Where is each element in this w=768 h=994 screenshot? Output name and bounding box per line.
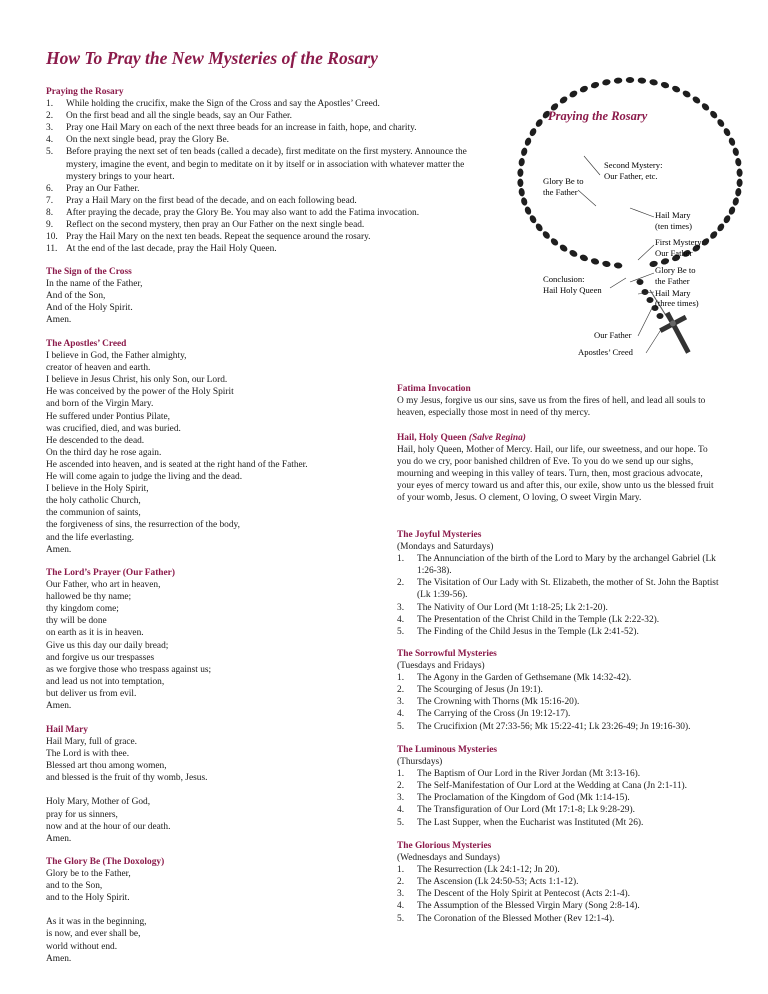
rosary-bead [568, 249, 578, 258]
label-conclusion-2: Hail Holy Queen [543, 285, 602, 295]
rosary-bead [716, 118, 726, 128]
text-line: and born of the Virgin Mary. [46, 399, 154, 410]
fatima-heading: Fatima Invocation [397, 384, 471, 394]
rosary-bead [735, 157, 742, 166]
text-line: He ascended into heaven, and is seated at the right hand of the Father. [46, 459, 308, 470]
list-item [397, 708, 737, 720]
rosary-bead [579, 85, 589, 94]
list-item-text: The Annunciation of the birth of the Lord to Mary by the archangel Gabriel (Lk 1:26-38). [417, 554, 716, 577]
list-item [46, 207, 478, 219]
sorrowful-list [397, 672, 737, 732]
rosary-bead [716, 222, 726, 232]
glorious-heading: The Glorious Mysteries [397, 841, 492, 851]
list-item-number: 4. [397, 901, 405, 912]
text-line: the holy catholic Church, [46, 496, 141, 507]
list-item-number: 2. [397, 781, 405, 792]
text-line: As it was in the beginning, [46, 917, 147, 928]
list-item [397, 696, 737, 708]
rosary-bead [637, 77, 646, 84]
label-hail-mary-ten: Hail Mary [655, 210, 691, 220]
joyful-days: (Mondays and Saturdays) [397, 542, 494, 553]
rosary-bead [732, 147, 740, 157]
rosary-bead [518, 157, 525, 166]
list-item [46, 219, 478, 231]
list-item-text: The Transfiguration of Our Lord (Mt 17:1-8; Lk 9:28-29). [417, 805, 635, 816]
list-item [46, 134, 478, 146]
list-item [397, 792, 737, 804]
list-item-text: Pray a Hail Mary on the first bead of the decade, and on each following bead. [66, 195, 357, 206]
rosary-bead [568, 89, 578, 98]
list-item-number: 1. [397, 865, 405, 876]
label-conclusion: Conclusion: [543, 274, 585, 284]
text-line: on earth as it is in heaven. [46, 628, 144, 639]
list-item-text: The Resurrection (Lk 24:1-12; Jn 20). [417, 865, 560, 876]
label-hail-mary-three: Hail Mary [655, 288, 691, 298]
list-item-text: The Assumption of the Blessed Virgin Mary (Song 2:8-14). [417, 901, 640, 912]
text-line: now and at the hour of our death. [46, 821, 171, 832]
sorrowful-days: (Tuesdays and Fridays) [397, 661, 485, 672]
text-line: Give us this day our daily bread; [46, 640, 169, 651]
rosary-diagram [500, 60, 750, 360]
list-item-number: 2. [397, 578, 405, 589]
glory-section [46, 856, 164, 965]
glorious-list [397, 864, 737, 924]
rosary-bead [602, 260, 611, 268]
text-line: Holy Mary, Mother of God, [46, 797, 151, 808]
glory-lines-2 [46, 916, 164, 964]
list-item-number: 2. [397, 877, 405, 888]
list-item-number: 4. [397, 709, 405, 720]
list-item [397, 900, 737, 912]
text-line: and to the Son, [46, 881, 103, 892]
list-item [46, 110, 478, 122]
list-item [397, 817, 737, 829]
text-line: Amen. [46, 701, 72, 712]
pendant-bead [637, 279, 644, 285]
text-line: hallowed be thy name; [46, 592, 132, 603]
rosary-bead [614, 262, 623, 269]
list-item-number: 3. [46, 123, 54, 134]
rosary-bead [736, 178, 742, 187]
rosary-bead [709, 109, 719, 119]
rosary-bead [517, 178, 523, 187]
text-line: Our Father, who art in heaven, [46, 580, 161, 591]
list-item [397, 780, 737, 792]
list-item-number: 9. [46, 220, 54, 231]
luminous-days: (Thursdays) [397, 757, 443, 768]
text-line: Blessed art thou among women, [46, 761, 167, 772]
text-line: and lead us not into temptation, [46, 676, 165, 687]
list-item-text: The Agony in the Garden of Gethsemane (Mk 14:32-42). [417, 673, 632, 684]
rosary-bead [722, 214, 731, 224]
list-item-text: The Self-Manifestation of Our Lord at the Wedding at Cana (Jn 2:1-11). [417, 781, 688, 792]
list-item-text: While holding the crucifix, make the Sign of the Cross and say the Apostles’ Creed. [66, 99, 380, 110]
list-item [397, 768, 737, 780]
list-item-number: 4. [397, 614, 405, 625]
joyful-list [397, 553, 719, 638]
glorious-days: (Wednesdays and Sundays) [397, 853, 500, 864]
text-line: He descended to the dead. [46, 435, 145, 446]
text-line: creator of heaven and earth. [46, 363, 151, 374]
text-line: Amen. [46, 953, 72, 964]
list-item-number: 5. [397, 817, 405, 828]
rosary-bead [732, 197, 740, 207]
rosary-bead [558, 95, 568, 105]
list-item [397, 672, 737, 684]
list-item-text: The Baptism of Our Lord in the River Jordan (Mt 3:13-16). [417, 769, 641, 780]
text-line: I believe in God, the Father almighty, [46, 351, 187, 362]
text-line: Amen. [46, 544, 72, 555]
text-line: Hail Mary, full of grace. [46, 737, 138, 748]
list-item-text: Pray one Hail Mary on each of the next three beads for an increase in faith, hope, and charity. [66, 123, 417, 134]
label-glory-be-b2: the Father [655, 276, 690, 286]
list-item-text: The Finding of the Child Jesus in the Temple (Lk 2:41-52). [417, 626, 639, 637]
praying-section [46, 86, 478, 255]
list-item-number: 3. [397, 602, 405, 613]
list-item-number: 1. [46, 99, 54, 110]
list-item [46, 183, 478, 195]
list-item-number: 8. [46, 207, 54, 218]
list-item-number: 4. [46, 135, 54, 146]
luminous-list [397, 768, 737, 828]
rosary-bead [681, 89, 691, 98]
rosary-bead [728, 206, 737, 216]
text-line: I believe in Jesus Christ, his only Son, our Lord. [46, 375, 228, 386]
luminous-heading: The Luminous Mysteries [397, 745, 498, 755]
queen-section [397, 432, 719, 505]
list-item-number: 3. [397, 793, 405, 804]
sorrowful-heading: The Sorrowful Mysteries [397, 649, 497, 659]
list-item-number: 3. [397, 889, 405, 900]
praying-heading: Praying the Rosary [46, 87, 124, 97]
list-item [397, 888, 737, 900]
list-item-text: After praying the decade, pray the Glory Be. You may also want to add the Fatima invocation. [66, 207, 420, 218]
rosary-bead [517, 168, 523, 177]
rosary-bead [524, 137, 533, 147]
label-apostles-creed: Apostles’ Creed [578, 347, 633, 357]
list-item [397, 602, 719, 614]
list-item-number: 1. [397, 673, 405, 684]
list-item [397, 577, 719, 601]
text-line: On the third day he rose again. [46, 447, 162, 458]
rosary-bead [602, 78, 611, 86]
list-item-text: The Carrying of the Cross (Jn 19:12-17). [417, 709, 571, 720]
list-item-number: 10. [46, 232, 58, 243]
list-item-text: The Coronation of the Blessed Mother (Rev 12:1-4). [417, 913, 615, 924]
list-item [397, 913, 737, 925]
glorious-section [397, 840, 737, 925]
text-line: but deliver us from evil. [46, 688, 137, 699]
list-item-number: 4. [397, 805, 405, 816]
list-item [46, 195, 478, 207]
list-item-number: 2. [397, 685, 405, 696]
queen-heading-latin: (Salve Regina) [468, 433, 526, 443]
label-glory-be: Glory Be to [543, 176, 584, 186]
pendant-bead [657, 313, 664, 319]
pendant-bead [642, 289, 649, 295]
list-item-text: The Presentation of the Christ Child in the Temple (Lk 2:22-32). [417, 614, 660, 625]
list-item-number: 5. [397, 913, 405, 924]
rosary-bead [728, 137, 737, 147]
rosary-bead [541, 230, 551, 240]
list-item [397, 553, 719, 577]
text-line: and forgive us our trespasses [46, 652, 155, 663]
rosary-bead [626, 77, 634, 83]
list-item [397, 804, 737, 816]
rosary-bead [579, 253, 589, 262]
list-item-number: 11. [46, 244, 58, 255]
list-item-number: 5. [397, 626, 405, 637]
text-line: was crucified, died, and was buried. [46, 423, 181, 434]
list-item-text: The Descent of the Holy Spirit at Pentecost (Acts 2:1-4). [417, 889, 630, 900]
list-item [397, 721, 737, 733]
list-item-text: The Scourging of Jesus (Jn 19:1). [417, 685, 543, 696]
text-line: Amen. [46, 315, 72, 326]
sorrowful-section [397, 648, 737, 733]
label-second-mystery: Second Mystery: [604, 160, 663, 170]
text-line: Amen. [46, 833, 72, 844]
text-line: In the name of the Father, [46, 279, 143, 290]
text-line: pray for us sinners, [46, 809, 118, 820]
lords-section [46, 567, 211, 712]
list-item [397, 614, 719, 626]
rosary-bead [671, 85, 681, 94]
list-item-number: 6. [46, 183, 54, 194]
rosary-bead [558, 243, 568, 253]
creed-section [46, 338, 308, 556]
list-item [46, 243, 478, 255]
queen-text: Hail, holy Queen, Mother of Mercy. Hail, our life, our sweetness, and our hope. To you do we cry, poor banished children of Eve. To you do we send up our sighs, mourning and weeping in this valley of tears. Turn, then, most gracious advocate, your eyes of mercy toward us and after this, our exile, show unto us the blessed fruit of your womb, Jesus. O clement, O loving, O sweet Virgin Mary. [397, 445, 714, 504]
text-line: is now, and ever shall be, [46, 929, 141, 940]
rosary-bead [614, 77, 623, 84]
list-item-number: 5. [46, 147, 54, 158]
list-item-number: 2. [46, 111, 54, 122]
rosary-bead [590, 257, 600, 265]
rosary-bead [534, 222, 544, 232]
text-line: He will come again to judge the living and the dead. [46, 472, 243, 483]
list-item [46, 98, 478, 110]
list-item-text: Reflect on the second mystery, then pray an Our Father on the next single bead. [66, 220, 365, 231]
text-line: the forgiveness of sins, the resurrection of the body, [46, 520, 240, 531]
label-our-father: Our Father [594, 330, 632, 340]
praying-steps [46, 98, 478, 255]
glory-heading: The Glory Be (The Doxology) [46, 857, 165, 867]
rosary-bead [722, 127, 731, 137]
joyful-section [397, 529, 719, 638]
list-item-text: At the end of the last decade, pray the Hail Holy Queen. [66, 244, 277, 255]
rosary-bead [700, 102, 710, 112]
text-line: world without end. [46, 941, 118, 952]
fatima-text: O my Jesus, forgive us our sins, save us from the fires of hell, and lead all souls to heaven, especially those most in need of thy mercy. [397, 396, 706, 419]
text-line: Glory be to the Father, [46, 869, 131, 880]
hail-lines [46, 736, 207, 784]
list-item [397, 684, 737, 696]
creed-heading: The Apostles’ Creed [46, 339, 127, 349]
rosary-bead [520, 147, 528, 157]
list-item [397, 626, 719, 638]
list-item-text: On the next single bead, pray the Glory Be. [66, 135, 229, 146]
text-line: thy will be done [46, 616, 107, 627]
rosary-bead [518, 188, 525, 197]
page-title: How To Pray the New Mysteries of the Rosary [46, 48, 378, 68]
text-line: as we forgive those who trespass against us; [46, 664, 212, 675]
rosary-bead [524, 206, 533, 216]
rosary-bead [549, 237, 559, 247]
sign-section [46, 266, 142, 326]
list-item [46, 146, 478, 182]
fatima-section [397, 383, 719, 419]
rosary-bead [736, 168, 742, 177]
list-item-text: The Crowning with Thorns (Mk 15:16-20). [417, 697, 580, 708]
list-item-text: Before praying the next set of ten beads (called a decade), first meditate on the first mystery. Announce the mystery, imagine the event, and begin to meditate on it by itself or in association with whatever matter the mystery brings to your heart. [66, 147, 467, 182]
hail-section [46, 724, 207, 845]
rosary-bead [534, 118, 544, 128]
text-line: and to the Holy Spirit. [46, 893, 130, 904]
text-line: And of the Holy Spirit. [46, 303, 133, 314]
glory-lines [46, 868, 164, 904]
list-item-text: The Ascension (Lk 24:50-53; Acts 1:1-12). [417, 877, 579, 888]
text-line: He was conceived by the power of the Holy Spirit [46, 387, 234, 398]
queen-heading [397, 432, 719, 444]
text-line: thy kingdom come; [46, 604, 119, 615]
list-item-number: 7. [46, 195, 54, 206]
list-item-text: The Nativity of Our Lord (Mt 1:18-25; Lk 2:1-20). [417, 602, 608, 613]
list-item-number: 1. [397, 554, 405, 565]
list-item-text: The Last Supper, when the Eucharist was Instituted (Mt 26). [417, 817, 644, 828]
hail-lines-2 [46, 796, 207, 844]
list-item [46, 122, 478, 134]
text-line: the communion of saints, [46, 508, 141, 519]
rosary-bead [590, 81, 600, 89]
label-first-mystery-2: Our Father [655, 248, 693, 258]
list-item-text: The Visitation of Our Lady with St. Elizabeth, the mother of St. John the Baptist (Lk 1:39-56). [417, 578, 719, 601]
label-glory-be-b: Glory Be to [655, 265, 696, 275]
label-glory-be-2: the Father [543, 187, 578, 197]
luminous-section [397, 744, 737, 829]
label-first-mystery: First Mystery: [655, 237, 704, 247]
rosary-bead [520, 197, 528, 207]
lords-heading: The Lord’s Prayer (Our Father) [46, 568, 175, 578]
creed-lines [46, 350, 308, 556]
pendant-bead [647, 297, 654, 303]
sign-heading: The Sign of the Cross [46, 267, 132, 277]
list-item-text: Pray an Our Father. [66, 183, 140, 194]
leader-lines [578, 156, 662, 353]
list-item-text: The Proclamation of the Kingdom of God (Mk 1:14-15). [417, 793, 630, 804]
text-line: The Lord is with thee. [46, 749, 130, 760]
label-second-mystery-2: Our Father, etc. [604, 171, 658, 181]
list-item [46, 231, 478, 243]
joyful-heading: The Joyful Mysteries [397, 530, 482, 540]
queen-heading-text: Hail, Holy Queen [397, 433, 467, 443]
hail-heading: Hail Mary [46, 725, 88, 735]
rosary-bead [735, 188, 742, 197]
rosary-bead [528, 214, 537, 224]
diagram-title: Praying the Rosary [548, 109, 648, 123]
text-line: and the life everlasting. [46, 532, 134, 543]
sign-lines [46, 278, 142, 326]
list-item-number: 1. [397, 769, 405, 780]
text-line: And of the Son, [46, 291, 106, 302]
text-line: He suffered under Pontius Pilate, [46, 411, 171, 422]
lords-lines [46, 579, 211, 712]
list-item-text: On the first bead and all the single beads, say an Our Father. [66, 111, 292, 122]
list-item-number: 3. [397, 697, 405, 708]
text-line: and blessed is the fruit of thy womb, Jesus. [46, 773, 208, 784]
rosary-bead [649, 78, 658, 86]
list-item-number: 5. [397, 721, 405, 732]
list-item-text: The Crucifixion (Mt 27:33-56; Mk 15:22-41; Lk 23:26-49; Jn 19:16-30). [417, 721, 691, 732]
label-hail-mary-three-2: (three times) [655, 298, 699, 308]
label-hail-mary-ten-2: (ten times) [655, 221, 692, 231]
rosary-bead [709, 230, 719, 240]
list-item-text: Pray the Hail Mary on the next ten beads. Repeat the sequence around the rosary. [66, 232, 371, 243]
text-line: I believe in the Holy Spirit, [46, 484, 149, 495]
rosary-bead [691, 95, 701, 105]
list-item [397, 864, 737, 876]
list-item [397, 876, 737, 888]
rosary-bead [528, 127, 537, 137]
rosary-bead [660, 81, 670, 89]
